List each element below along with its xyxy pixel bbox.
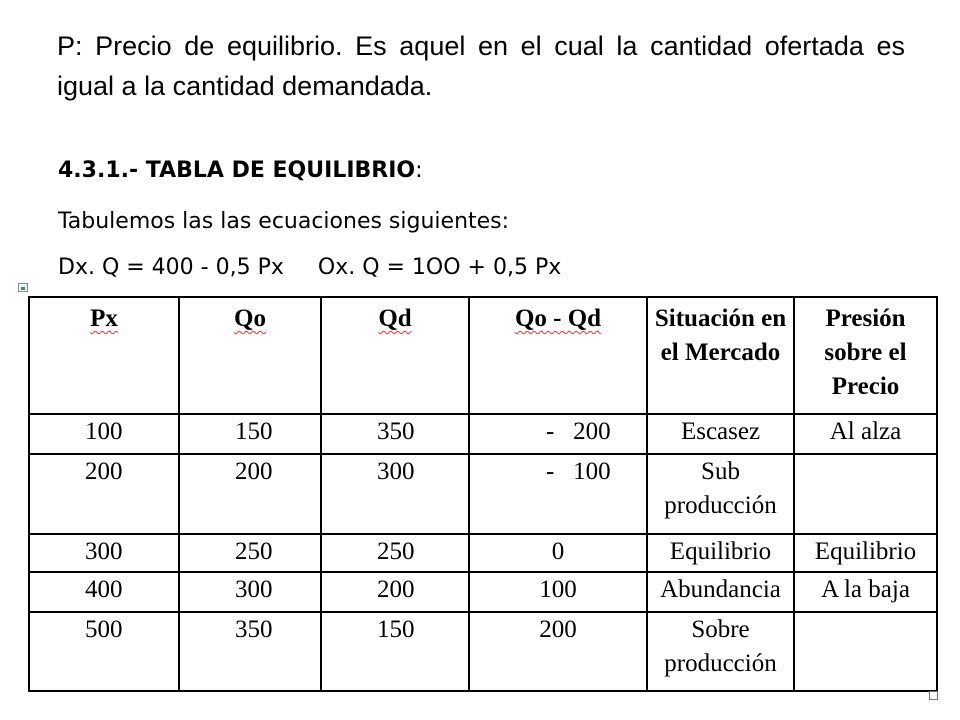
section-heading-text: 4.3.1.- TABLA DE EQUILIBRIO [58, 158, 416, 183]
demand-equation: Dx. Q = 400 - 0,5 Px [58, 255, 284, 280]
table-row [29, 572, 937, 612]
header-situacion: Situación en el Mercado [647, 297, 794, 414]
cell-diff: - 100 [469, 454, 647, 534]
cell-qo: 350 [179, 612, 321, 691]
cell-qo: 300 [179, 572, 321, 612]
cell-diff: - 200 [469, 414, 647, 454]
equations-line [58, 255, 561, 280]
cell-situacion: Sobre producción [647, 612, 794, 691]
cell-situacion: Abundancia [647, 572, 794, 612]
header-qo: Qo [179, 297, 321, 414]
cell-qd: 350 [321, 414, 469, 454]
section-heading-colon: : [415, 158, 423, 183]
cell-presion [794, 454, 937, 534]
table-row [29, 612, 937, 691]
cell-diff: 100 [469, 572, 647, 612]
cell-situacion: Sub producción [647, 454, 794, 534]
cell-presion [794, 612, 937, 691]
table-header-row [29, 297, 937, 414]
cell-px: 200 [29, 454, 179, 534]
cell-px: 100 [29, 414, 179, 454]
table-row [29, 534, 937, 573]
cell-qo: 150 [179, 414, 321, 454]
cell-qo: 250 [179, 534, 321, 573]
cell-presion: A la baja [794, 572, 937, 612]
header-qd: Qd [321, 297, 469, 414]
cell-presion: Al alza [794, 414, 937, 454]
cell-diff: 200 [469, 612, 647, 691]
intro-paragraph: P: Precio de equilibrio. Es aquel en el cual la cantidad ofertada es igual a la cantidad demandada. [57, 31, 905, 101]
cell-px: 400 [29, 572, 179, 612]
cell-qd: 300 [321, 454, 469, 534]
cell-qo: 200 [179, 454, 321, 534]
cell-situacion: Escasez [647, 414, 794, 454]
header-px: Px [29, 297, 179, 414]
section-heading [58, 158, 423, 183]
header-qo-qd: Qo - Qd [469, 297, 647, 414]
header-presion: Presión sobre el Precio [794, 297, 937, 414]
cell-qd: 250 [321, 534, 469, 573]
resize-handle-icon[interactable] [929, 691, 938, 700]
cell-px: 300 [29, 534, 179, 573]
cell-qd: 200 [321, 572, 469, 612]
cell-presion: Equilibrio [794, 534, 937, 573]
cell-diff: 0 [469, 534, 647, 573]
table-row [29, 414, 937, 454]
cell-qd: 150 [321, 612, 469, 691]
cell-px: 500 [29, 612, 179, 691]
broken-image-icon [18, 283, 28, 292]
equilibrium-table [28, 296, 938, 692]
supply-equation: Ox. Q = 1OO + 0,5 Px [317, 255, 562, 280]
cell-situacion: Equilibrio [647, 534, 794, 573]
tabulate-instruction: Tabulemos las las ecuaciones siguientes: [58, 209, 510, 234]
table-row [29, 454, 937, 534]
